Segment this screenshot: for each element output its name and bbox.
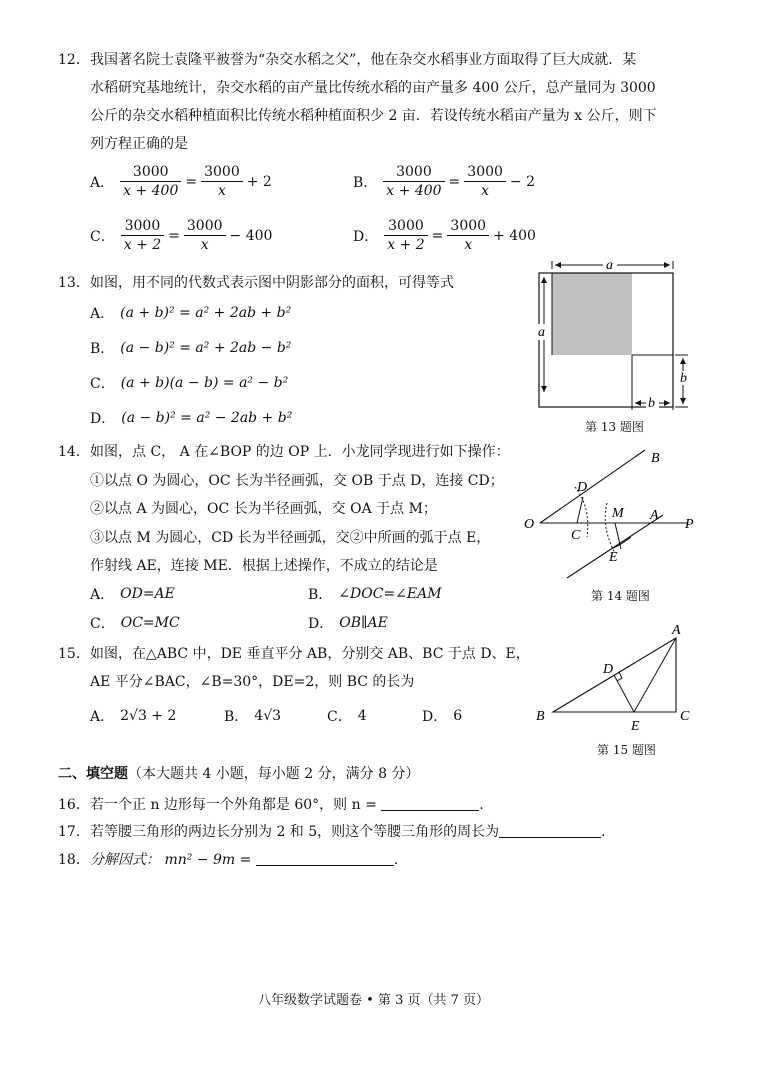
fraction-right: $\frac{3000}{x}$ (464, 163, 506, 200)
question-text-line: 作射线 AE，连接 ME．根据上述操作，不成立的结论是 (90, 558, 438, 574)
question-text: 若等腰三角形的两边长分别为 2 和 5，则这个等腰三角形的周长为 (90, 824, 500, 840)
segment-ae (634, 638, 676, 712)
option-c[interactable]: C． 4 (327, 708, 367, 725)
fraction-left: $\frac{3000}{x + 2}$ (384, 217, 427, 254)
option-d[interactable]: D． OB∥AE (308, 615, 388, 632)
option-a[interactable]: A． $\frac{3000}{x + 400}$ = $\frac{3000}{x}$ + 2 (90, 164, 272, 199)
figure-caption: 第 14 题图 (591, 589, 650, 603)
question-number: 17． (58, 824, 90, 840)
label-a-top: a (606, 258, 613, 273)
question-text-line: 如图，点 C， A 在∠BOP 的边 OP 上．小龙同学现进行如下操作： (90, 444, 510, 460)
option-label: A． (90, 174, 115, 191)
label-d: D (577, 480, 588, 495)
question-text-line: 如图，在△ABC 中，DE 垂直平分 AB，分别交 AB、BC 于点 D、E， (90, 646, 530, 662)
option-c[interactable]: C． OC=MC (90, 615, 180, 632)
label-b-right: b (680, 371, 687, 386)
label-b-bottom: b (648, 396, 655, 411)
option-a[interactable]: A． (a + b)² = a² + 2ab + b² (90, 305, 292, 322)
label-c: C (571, 528, 581, 543)
fraction-left: $\frac{3000}{x + 400}$ (383, 163, 444, 200)
option-b[interactable]: B． $\frac{3000}{x + 400}$ = $\frac{3000}{x}$ − 2 (353, 164, 536, 199)
section-note: （本大题共 4 小题，每小题 2 分，满分 8 分） (128, 766, 420, 782)
label-a: A (672, 623, 681, 638)
question-text-line: 列方程正确的是 (90, 136, 188, 152)
fraction-right: $\frac{3000}{x}$ (184, 217, 226, 254)
label-p: P (685, 517, 694, 532)
answer-blank[interactable] (381, 796, 479, 811)
segment-cd (577, 497, 583, 523)
question-text-line: 水稻研究基地统计，杂交水稻的亩产量比传统水稻的亩产量多 400 公斤，总产量同为 3000 (90, 80, 656, 96)
question-number: 14． (58, 444, 90, 460)
option-b[interactable]: B． ∠DOC=∠EAM (308, 586, 442, 603)
question-text-line: ③以点 M 为圆心，CD 长为半径画弧，交②中所画的弧于点 E， (90, 530, 491, 546)
label-d: D (603, 662, 614, 677)
question-number: 15． (58, 646, 90, 662)
option-c[interactable]: C． $\frac{3000}{x + 2}$ = $\frac{3000}{x}$ − 400 (90, 218, 273, 253)
option-d[interactable]: D． 6 (422, 708, 463, 725)
option-d[interactable]: D． (a − b)² = a² − 2ab + b² (90, 410, 293, 427)
label-a: A (650, 508, 659, 523)
option-label: C． (90, 228, 115, 245)
label-e: E (609, 550, 618, 565)
option-label: D． (353, 228, 379, 245)
figure-caption: 第 13 题图 (585, 420, 644, 434)
label-c: C (680, 709, 690, 724)
label-b: B (651, 451, 660, 466)
question-number: 13． (58, 275, 90, 291)
label-a-left: a (538, 325, 545, 340)
answer-blank[interactable] (499, 823, 601, 838)
section-title: 二、填空题 (58, 766, 128, 782)
question-text: 若一个正 n 边形每一个外角都是 60°，则 n = (90, 797, 377, 813)
fraction-left: $\frac{3000}{x + 400}$ (120, 163, 181, 200)
fraction-right: $\frac{3000}{x}$ (201, 163, 243, 200)
question-text-line: ①以点 O 为圆心，OC 长为半径画弧，交 OB 于点 D，连接 CD； (90, 473, 504, 489)
answer-blank[interactable] (256, 851, 394, 866)
option-a[interactable]: A． 2√3 + 2 (90, 708, 177, 725)
question-number: 12． (58, 52, 90, 68)
figure-14 (515, 445, 705, 585)
section-heading (58, 763, 419, 783)
question-text-line: 公斤的杂交水稻种植面积比传统水稻种植面积少 2 亩．若设传统水稻亩产量为 x 公斤，则下 (90, 108, 657, 124)
ray-ob (540, 450, 645, 523)
page-footer: 八年级数学试题卷 • 第 3 页（共 7 页） (258, 993, 490, 1008)
option-a[interactable]: A． OD=AE (90, 586, 175, 603)
question-text-line: 我国著名院士袁隆平被誉为“杂交水稻之父”，他在杂交水稻事业方面取得了巨大成就．某 (90, 52, 637, 68)
fraction-right: $\frac{3000}{x}$ (447, 217, 489, 254)
question-text-line: AE 平分∠BAC，∠B=30°，DE=2，则 BC 的长为 (90, 674, 415, 690)
question-number: 18． (58, 852, 90, 868)
figure-caption: 第 15 题图 (597, 743, 656, 757)
question-text-line: ②以点 A 为圆心，OC 长为半径画弧，交 OA 于点 M； (90, 501, 437, 517)
shaded-square (552, 273, 632, 355)
figure-15 (530, 620, 705, 740)
option-label: B． (353, 174, 378, 191)
label-e: E (631, 719, 640, 734)
label-o: O (524, 517, 535, 532)
question-text-line: 如图，用不同的代数式表示图中阴影部分的面积，可得等式 (90, 275, 454, 291)
label-b: B (536, 709, 545, 724)
option-b[interactable]: B． (a − b)² = a² + 2ab − b² (90, 340, 292, 357)
option-c[interactable]: C． (a + b)(a − b) = a² − b² (90, 375, 289, 392)
fraction-left: $\frac{3000}{x + 2}$ (121, 217, 164, 254)
option-b[interactable]: B． 4√3 (224, 708, 282, 725)
label-m: M (612, 506, 624, 521)
question-number: 16． (58, 797, 90, 813)
figure-13 (525, 255, 705, 415)
question-text: 分解因式： mn² − 9m = (90, 852, 252, 868)
option-d[interactable]: D． $\frac{3000}{x + 2}$ = $\frac{3000}{x}$ + 400 (353, 218, 536, 253)
